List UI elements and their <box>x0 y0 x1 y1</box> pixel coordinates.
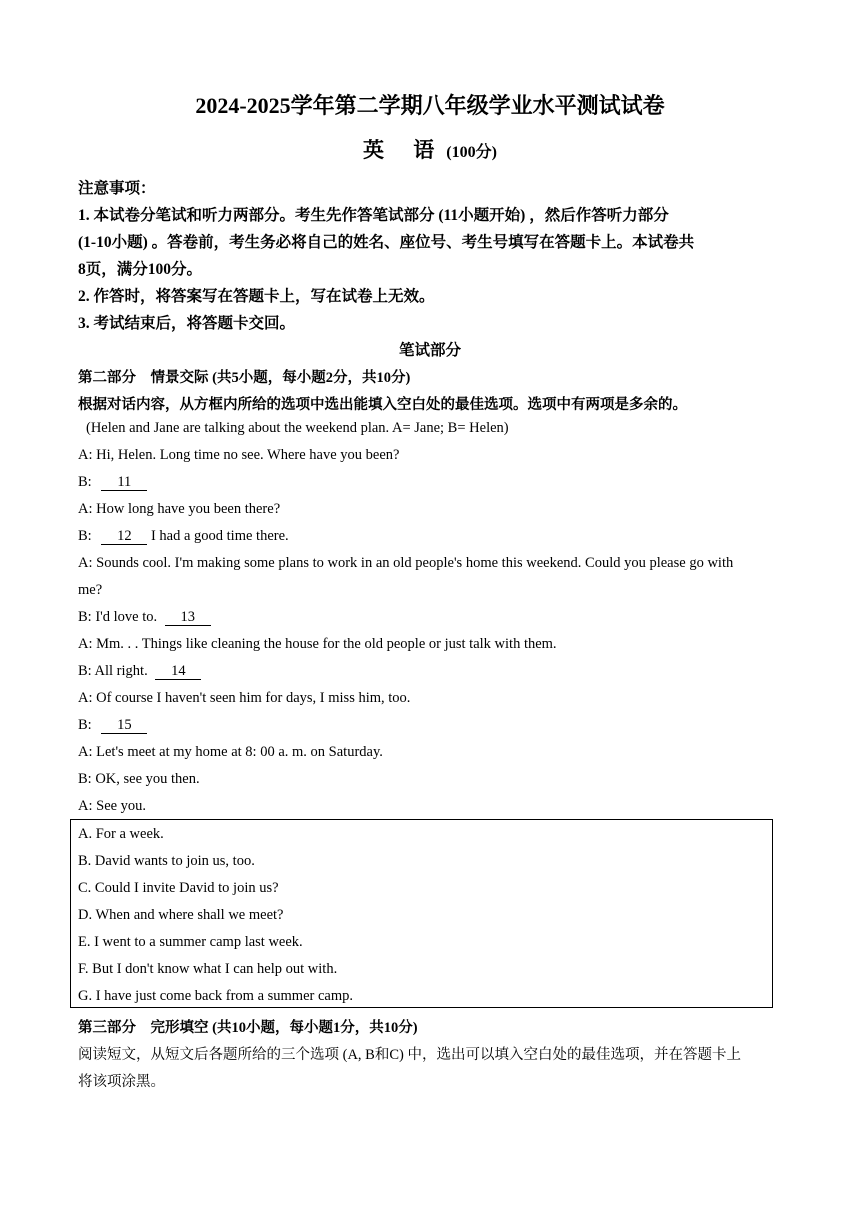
notice-item-2: 2. 作答时，将答案写在答题卡上，写在试卷上无效。 <box>78 288 435 305</box>
option-b: B. David wants to join us, too. <box>78 853 255 869</box>
option-e: E. I went to a summer camp last week. <box>78 934 303 950</box>
option-c: C. Could I invite David to join us? <box>78 880 279 896</box>
dialogue-line: A: Of course I haven't seen him for days, I miss him, too. <box>78 690 411 706</box>
notice-heading: 注意事项： <box>78 180 156 197</box>
answer-blank-13: 13 <box>165 610 211 626</box>
dialogue-line <box>78 474 147 491</box>
dialogue-line <box>78 717 147 734</box>
dialogue-line: me? <box>78 582 103 598</box>
part3-heading: 第三部分 完形填空 (共10小题，每小题1分，共10分) <box>78 1020 418 1036</box>
option-d: D. When and where shall we meet? <box>78 907 284 923</box>
dialogue-line <box>78 609 211 626</box>
dialogue-line <box>78 528 289 545</box>
option-a: A. For a week. <box>78 826 164 842</box>
answer-blank-15: 15 <box>101 718 147 734</box>
dialogue-text: B: All right. <box>78 663 152 679</box>
notice-item-3: 3. 考试结束后，将答题卡交回。 <box>78 315 296 332</box>
option-f: F. But I don't know what I can help out with. <box>78 961 338 977</box>
notice-item-1-line-2: (1-10小题) 。答卷前，考生务必将自己的姓名、座位号、考生号填写在答题卡上。本试卷共 <box>78 234 695 251</box>
part2-heading: 第二部分 情景交际 (共5小题，每小题2分，共10分) <box>78 370 411 386</box>
options-box <box>70 819 773 1008</box>
exam-title: 2024-2025学年第二学期八年级学业水平测试试卷 <box>195 93 665 118</box>
dialogue-text: B: I'd love to. <box>78 609 161 625</box>
dialogue-text: I had a good time there. <box>147 528 289 544</box>
written-part-heading: 笔试部分 <box>398 342 461 359</box>
part2-instruction: 根据对话内容，从方框内所给的选项中选出能填入空白处的最佳选项。选项中有两项是多余的。 <box>78 397 687 413</box>
option-g: G. I have just come back from a summer camp. <box>78 988 354 1004</box>
part3-instruction-line-2: 将该项涂黑。 <box>78 1074 165 1090</box>
answer-blank-14: 14 <box>155 664 201 680</box>
dialogue-line: B: OK, see you then. <box>78 771 200 787</box>
answer-blank-11: 11 <box>101 475 147 491</box>
dialogue-line: A: Let's meet at my home at 8: 00 a. m. on Saturday. <box>78 744 383 760</box>
answer-blank-12: 12 <box>101 529 147 545</box>
part3-instruction-line-1: 阅读短文，从短文后各题所给的三个选项 (A, B和C) 中，选出可以填入空白处的最佳选项，并在答题卡上 <box>78 1047 741 1063</box>
speaker-prefix: B: <box>78 528 96 544</box>
dialogue-line: A: See you. <box>78 798 147 814</box>
dialogue-line: A: How long have you been there? <box>78 501 281 517</box>
dialogue-line: A: Hi, Helen. Long time no see. Where have you been? <box>78 447 400 463</box>
notice-item-1-line-1: 1. 本试卷分笔试和听力两部分。考生先作答笔试部分 (11小题开始) ，然后作答听力部分 <box>78 207 669 224</box>
notice-item-1-line-3: 8页，满分100分。 <box>78 261 203 278</box>
subject-name: 英 语 <box>363 138 447 162</box>
speaker-prefix: B: <box>78 717 96 733</box>
subject-heading <box>0 134 860 164</box>
total-score: (100分) <box>446 144 497 161</box>
speaker-prefix: B: <box>78 474 96 490</box>
dialogue-line <box>78 663 201 680</box>
dialogue-line: A: Sounds cool. I'm making some plans to work in an old people's home this weekend. Could you please go with <box>78 555 734 571</box>
dialogue-context: (Helen and Jane are talking about the weekend plan. A= Jane; B= Helen) <box>86 420 509 436</box>
dialogue-line: A: Mm. . . Things like cleaning the house for the old people or just talk with them. <box>78 636 557 652</box>
